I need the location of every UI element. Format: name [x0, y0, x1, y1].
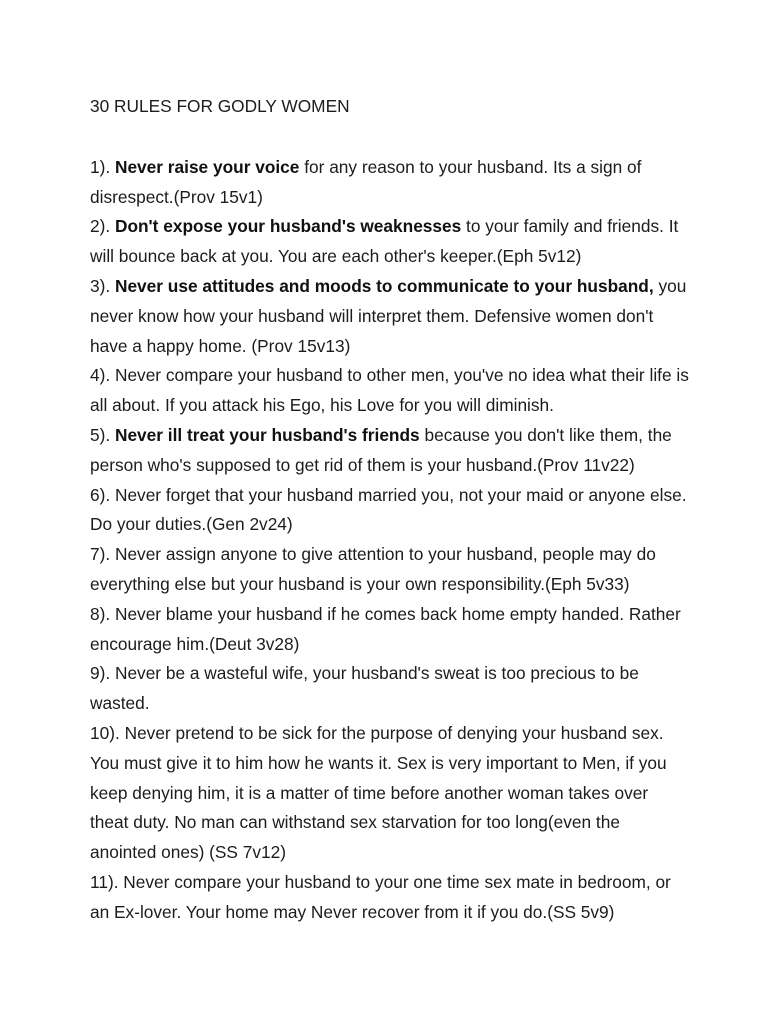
rule-number: 5).: [90, 424, 115, 445]
rule-text: because you don't like them, the person who's supposed to get rid of them is your husband.(Prov 11v22): [90, 424, 672, 475]
rule-emphasis: Never raise your voice: [114, 156, 300, 177]
document-title: 30 RULES FOR GODLY WOMEN: [90, 96, 350, 116]
rule-item: [90, 719, 690, 868]
rule-number: 4).: [90, 365, 115, 386]
rule-item: [90, 272, 690, 361]
rule-item: [90, 868, 690, 928]
rule-number: 2).: [90, 216, 115, 237]
rule-number: 6).: [90, 484, 115, 505]
rule-text: for any reason to your husband. Its a sign of disrespect.(Prov 15v1): [90, 156, 642, 207]
rule-number: 10).: [90, 722, 125, 743]
rule-text: Never compare your husband to your one time sex mate in bedroom, or an Ex-lover. Your home may Never recover from it if you do.(SS 5v9): [90, 871, 671, 922]
rule-emphasis: Never ill treat your husband's friends: [114, 424, 420, 445]
rule-number: 1).: [90, 156, 115, 177]
rule-text: Never forget that your husband married you, not your maid or anyone else. Do your duties.(Gen 2v24): [90, 484, 687, 535]
rule-item: [90, 481, 690, 541]
rule-item: [90, 421, 690, 481]
rule-emphasis: Never use attitudes and moods to communicate to your husband,: [114, 275, 654, 296]
rule-item: [90, 212, 690, 272]
rule-number: 3).: [90, 275, 115, 296]
rule-item: [90, 153, 690, 213]
rule-text: Never assign anyone to give attention to your husband, people may do everything else but your husband is your own responsibility.(Eph 5v33): [90, 544, 656, 594]
rule-text: Never be a wasteful wife, your husband's sweat is too precious to be wasted.: [90, 663, 639, 714]
rule-item: [90, 659, 690, 719]
rule-item: [90, 600, 690, 660]
rule-text: Never blame your husband if he comes back home empty handed. Rather encourage him.(Deut 3v28): [90, 603, 681, 654]
rules-list: [90, 153, 690, 928]
rule-number: 7).: [90, 544, 115, 565]
rule-text: to your family and friends. It will bounce back at you. You are each other's keeper.(Eph 5v12): [90, 216, 679, 267]
rule-emphasis: Don't expose your husband's weaknesses: [114, 216, 462, 237]
rule-number: 8).: [90, 603, 115, 624]
rule-text: Never compare your husband to other men, you've no idea what their life is all about. If you attack his Ego, his Love for you will diminish.: [90, 365, 689, 416]
document-page: [90, 92, 690, 928]
rule-number: 9).: [90, 663, 115, 684]
rule-item: [90, 361, 690, 421]
rule-text: Never pretend to be sick for the purpose of denying your husband sex. You must give it to him how he wants it. Sex is very important to Men, if you keep denying him, it is a matter of time before another woman takes over theat duty. No man can withstand sex starvation for too long(even the anointed ones) (SS 7v12): [90, 722, 667, 863]
rule-number: 11).: [90, 871, 124, 892]
rule-text: you never know how your husband will interpret them. Defensive women don't have a happy home. (Prov 15v13): [90, 275, 687, 356]
rule-item: [90, 540, 690, 600]
